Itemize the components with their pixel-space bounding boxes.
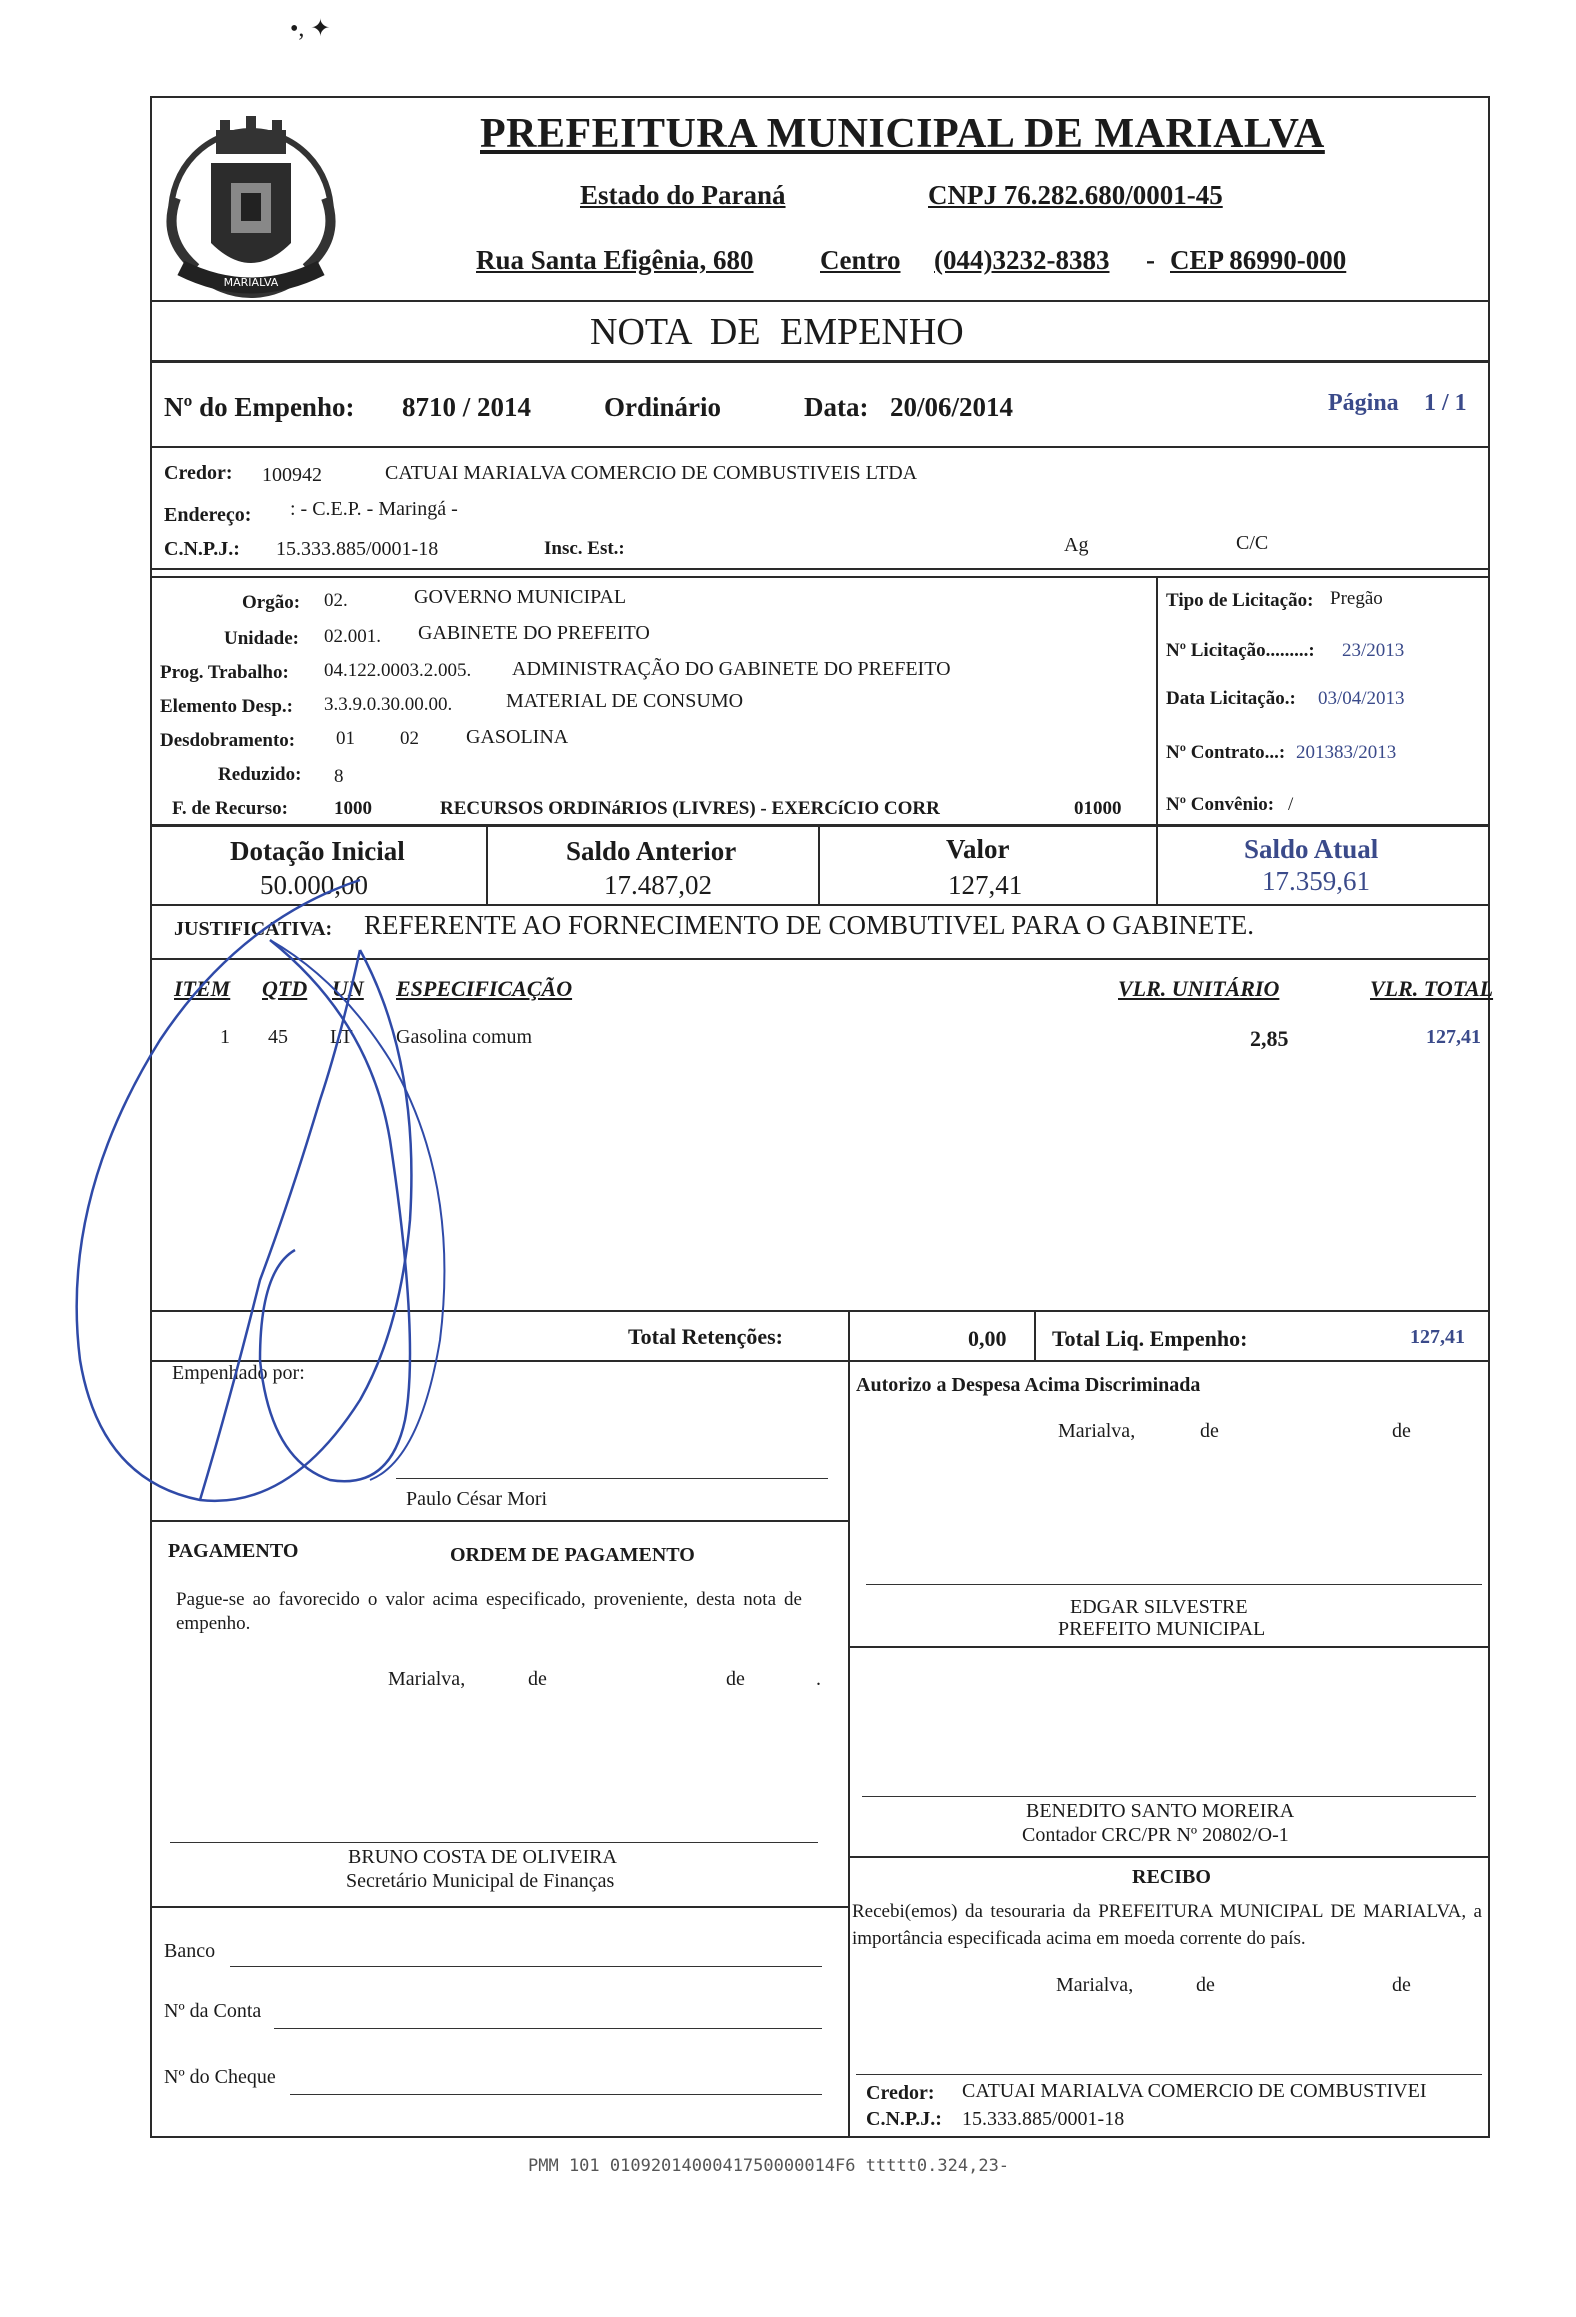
- recibo-cnpj-label: C.N.P.J.:: [866, 2108, 942, 2130]
- anterior-label: Saldo Anterior: [566, 836, 737, 866]
- recibo-credor-value: CATUAI MARIALVA COMERCIO DE COMBUSTIVEI: [962, 2080, 1427, 2102]
- crest-text: MARIALVA: [223, 276, 279, 289]
- liq-value: 127,41: [1410, 1326, 1465, 1348]
- retencoes-label: Total Retenções:: [628, 1324, 783, 1349]
- col-espec: ESPECIFICAÇÃO: [396, 976, 573, 1001]
- credor-code: 100942: [262, 464, 322, 486]
- recibo-cnpj-value: 15.333.885/0001-18: [962, 2108, 1125, 2130]
- recurso-code2: 01000: [1074, 798, 1122, 819]
- pagamento-de2: de: [726, 1668, 745, 1690]
- insc-label: Insc. Est.:: [544, 538, 625, 559]
- autorizo-signer-role: PREFEITO MUNICIPAL: [1058, 1618, 1266, 1640]
- empenho-data-label: Data:: [804, 392, 869, 422]
- autorizo-local: Marialva,: [1058, 1420, 1136, 1442]
- justificativa-text: REFERENTE AO FORNECIMENTO DE COMBUTIVEL PARA O GABINETE.: [364, 910, 1255, 940]
- orgao-label: Orgão:: [242, 592, 301, 613]
- licitacao-num-label: Nº Licitação.........:: [1166, 640, 1315, 661]
- unidade-code: 02.001.: [324, 626, 381, 647]
- empenhado-label: Empenhado por:: [172, 1362, 305, 1384]
- elemento-code: 3.3.9.0.30.00.00.: [324, 694, 453, 715]
- empenho-num-value: 8710 / 2014: [402, 392, 532, 422]
- recibo-credor-label: Credor:: [866, 2082, 935, 2104]
- row-vlr-total: 127,41: [1426, 1026, 1481, 1048]
- cnpj-value: 15.333.885/0001-18: [276, 538, 439, 560]
- credor-label: Credor:: [164, 462, 233, 484]
- recibo-local: Marialva,: [1056, 1974, 1134, 1996]
- anterior-value: 17.487,02: [604, 870, 712, 900]
- pagamento-de1: de: [528, 1668, 547, 1690]
- desdob-code1: 01: [336, 728, 355, 749]
- empenhado-signer: Paulo César Mori: [406, 1488, 548, 1510]
- unidade-label: Unidade:: [224, 628, 299, 649]
- licitacao-data-value: 03/04/2013: [1318, 688, 1405, 709]
- licitacao-tipo-label: Tipo de Licitação:: [1166, 590, 1314, 611]
- unidade-name: GABINETE DO PREFEITO: [418, 622, 650, 644]
- dotacao-label: Dotação Inicial: [230, 836, 405, 866]
- pagina-value: 1 / 1: [1424, 390, 1467, 416]
- desdob-label: Desdobramento:: [160, 730, 296, 751]
- col-un: UN: [332, 976, 364, 1001]
- recibo-de2: de: [1392, 1974, 1411, 1996]
- autorizo-signer-name: EDGAR SILVESTRE: [1070, 1596, 1248, 1618]
- endereco-label: Endereço:: [164, 504, 252, 526]
- pagamento-dot: .: [816, 1668, 821, 1690]
- empenho-tipo: Ordinário: [604, 392, 722, 422]
- bairro-text: Centro: [820, 245, 901, 275]
- conta-label: Nº da Conta: [164, 2000, 262, 2022]
- prefeitura-title: PREFEITURA MUNICIPAL DE MARIALVA: [480, 111, 1325, 157]
- row-qtd: 45: [268, 1026, 288, 1048]
- cnpj-header: CNPJ 76.282.680/0001-45: [928, 180, 1223, 210]
- contrato-label: Nº Contrato...:: [1166, 742, 1286, 763]
- empenho-data-value: 20/06/2014: [890, 392, 1014, 422]
- prog-code: 04.122.0003.2.005.: [324, 660, 472, 681]
- credor-name: CATUAI MARIALVA COMERCIO DE COMBUSTIVEIS LTDA: [385, 462, 918, 484]
- elemento-name: MATERIAL DE CONSUMO: [506, 690, 744, 712]
- separator-text: -: [1146, 245, 1155, 275]
- contador-name: BENEDITO SANTO MOREIRA: [1026, 1800, 1295, 1822]
- convenio-value: /: [1288, 794, 1294, 815]
- doc-title: NOTA DE EMPENHO: [590, 311, 964, 353]
- handwritten-signature: [40, 840, 560, 1520]
- rua-text: Rua Santa Efigênia, 680: [476, 245, 754, 275]
- pagina-label: Página: [1328, 390, 1399, 416]
- row-espec: Gasolina comum: [396, 1026, 533, 1048]
- prog-label: Prog. Trabalho:: [160, 662, 289, 683]
- atual-value: 17.359,61: [1262, 866, 1370, 896]
- liq-label: Total Liq. Empenho:: [1052, 1326, 1248, 1351]
- pagamento-signer-role: Secretário Municipal de Finanças: [346, 1870, 615, 1892]
- valor-value: 127,41: [948, 870, 1023, 900]
- recibo-text: Recebi(emos) da tesouraria da PREFEITURA MUNICIPAL DE MARIALVA, a importância especificada acima em moeda corrente do país.: [852, 1901, 1482, 1949]
- atual-label: Saldo Atual: [1244, 834, 1379, 864]
- reduzido-label: Reduzido:: [218, 764, 302, 785]
- ag-label: Ag: [1064, 534, 1089, 556]
- pagamento-text: Pague-se ao favorecido o valor acima especificado, proveniente, desta nota de empenho.: [176, 1589, 802, 1634]
- desdob-name: GASOLINA: [466, 726, 569, 748]
- col-vlr-unit: VLR. UNITÁRIO: [1118, 976, 1280, 1001]
- recurso-label: F. de Recurso:: [172, 798, 288, 819]
- dotacao-value: 50.000,00: [260, 870, 368, 900]
- autorizo-title: Autorizo a Despesa Acima Discriminada: [856, 1374, 1201, 1396]
- row-vlr-unit: 2,85: [1250, 1026, 1289, 1051]
- cc-label: C/C: [1236, 532, 1269, 554]
- cep-text: CEP 86990-000: [1170, 245, 1347, 275]
- row-un: LT: [330, 1026, 353, 1048]
- recibo-title: RECIBO: [1132, 1866, 1211, 1888]
- orgao-name: GOVERNO MUNICIPAL: [414, 586, 627, 608]
- telefone-text: (044)3232-8383: [934, 245, 1110, 275]
- recurso-code: 1000: [334, 798, 372, 819]
- col-vlr-total: VLR. TOTAL: [1370, 976, 1494, 1001]
- reduzido-value: 8: [334, 766, 344, 787]
- empenho-num-label: Nº do Empenho:: [164, 392, 355, 422]
- autorizo-de2: de: [1392, 1420, 1411, 1442]
- recurso-name: RECURSOS ORDINáRIOS (LIVRES) - EXERCíCIO CORR: [440, 798, 940, 819]
- prog-name: ADMINISTRAÇÃO DO GABINETE DO PREFEITO: [512, 658, 951, 680]
- pagamento-label: PAGAMENTO: [168, 1540, 299, 1562]
- licitacao-num-value: 23/2013: [1342, 640, 1405, 661]
- estado-text: Estado do Paraná: [580, 180, 786, 210]
- scan-mark: •, ✦: [290, 16, 331, 42]
- recibo-de1: de: [1196, 1974, 1215, 1996]
- banco-label: Banco: [164, 1940, 216, 1962]
- contador-role: Contador CRC/PR Nº 20802/O-1: [1022, 1824, 1289, 1846]
- licitacao-data-label: Data Licitação.:: [1166, 688, 1296, 709]
- municipal-crest-logo: [156, 108, 346, 308]
- valor-label: Valor: [946, 834, 1010, 864]
- justificativa-label: JUSTIFICATIVA:: [174, 918, 333, 940]
- row-item: 1: [220, 1026, 230, 1048]
- autorizo-de1: de: [1200, 1420, 1219, 1442]
- footer-code: PMM 101 0109201400041750000014F6 ttttt0.324,23-: [528, 2156, 1010, 2176]
- pagamento-title: ORDEM DE PAGAMENTO: [450, 1544, 695, 1566]
- licitacao-tipo-value: Pregão: [1330, 588, 1383, 609]
- cheque-label: Nº do Cheque: [164, 2066, 276, 2088]
- col-qtd: QTD: [262, 976, 308, 1001]
- endereco-value: : - C.E.P. - Maringá -: [290, 498, 458, 520]
- cnpj-label: C.N.P.J.:: [164, 538, 240, 560]
- pagamento-signer-name: BRUNO COSTA DE OLIVEIRA: [348, 1846, 617, 1868]
- elemento-label: Elemento Desp.:: [160, 696, 293, 717]
- orgao-code: 02.: [324, 590, 348, 611]
- pagamento-local: Marialva,: [388, 1668, 466, 1690]
- retencoes-value: 0,00: [968, 1326, 1007, 1351]
- contrato-value: 201383/2013: [1296, 742, 1397, 763]
- convenio-label: Nº Convênio:: [1166, 794, 1275, 815]
- desdob-code2: 02: [400, 728, 419, 749]
- col-item: ITEM: [174, 976, 231, 1001]
